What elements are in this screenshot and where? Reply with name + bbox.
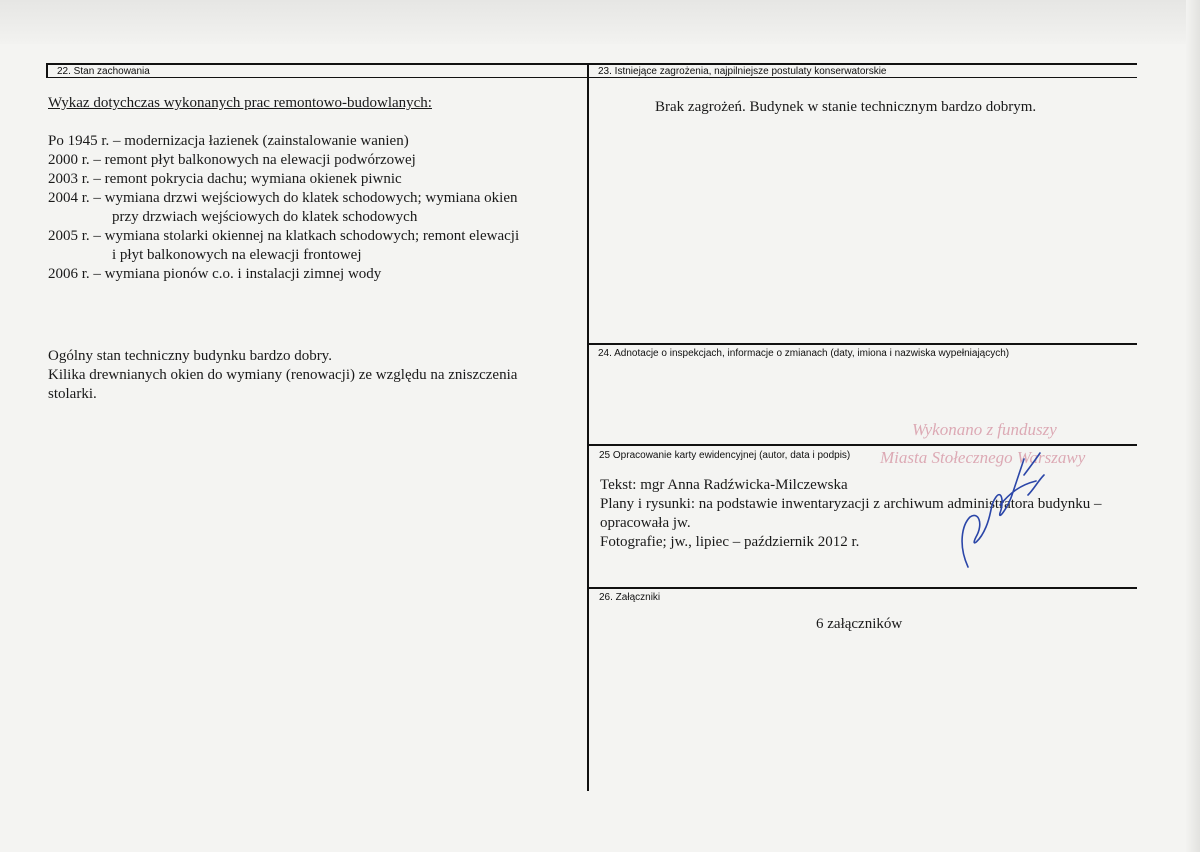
threats-text: Brak zagrożeń. Budynek w stanie technicznym bardzo dobrym.: [655, 99, 1037, 115]
divider-25-26: [588, 587, 1137, 589]
list-item-2000: 2000 r. – remont płyt balkonowych na elewacji podwórzowej: [48, 152, 416, 168]
stamp-line-2: Miasta Stołecznego Warszawy: [880, 448, 1086, 467]
stamp-line-1: Wykonano z funduszy: [912, 420, 1057, 439]
author-line: Tekst: mgr Anna Radźwicka-Milczewska: [600, 477, 848, 493]
divider-23-24: [588, 343, 1137, 345]
list-item-2004: 2004 r. – wymiana drzwi wejściowych do klatek schodowych; wymiana okien przy drzwiach wejściowych do klatek schodowych: [48, 190, 518, 225]
photos-line: Fotografie; jw., lipiec – październik 2012 r.: [600, 534, 860, 550]
plans-line-cont: opracowała jw.: [600, 515, 691, 531]
section-23-header: 23. Istniejące zagrożenia, najpilniejsze postulaty konserwatorskie: [598, 66, 887, 77]
works-heading: Wykaz dotychczas wykonanych prac remontowo-budowlanych:: [48, 95, 432, 111]
section-24-header: 24. Adnotacje o inspekcjach, informacje o zmianach (daty, imiona i nazwiska wypełniających): [598, 348, 1010, 359]
column-divider: [587, 63, 589, 791]
list-item-1945: Po 1945 r. – modernizacja łazienek (zainstalowanie wanien): [48, 133, 409, 149]
top-border: [46, 63, 1137, 65]
section-25-header: 25 Opracowanie karty ewidencyjnej (autor, data i podpis): [599, 450, 851, 461]
header-22-underline: [46, 77, 588, 78]
handwritten-signature: [940, 445, 1050, 575]
scan-top-shadow: [0, 0, 1200, 44]
section-22-header: 22. Stan zachowania: [57, 66, 150, 77]
condition-text: [48, 347, 517, 404]
condition-line: stolarki.: [48, 386, 97, 402]
condition-line: Kilika drewnianych okien do wymiany (renowacji) ze względu na zniszczenia: [48, 367, 518, 383]
list-item-2003: 2003 r. – remont pokrycia dachu; wymiana okienek piwnic: [48, 171, 402, 187]
left-border: [46, 63, 48, 78]
attachments-text: 6 załączników: [816, 616, 903, 632]
list-item-2005: 2005 r. – wymiana stolarki okiennej na klatkach schodowych; remont elewacji i płyt balkonowych na elewacji frontowej: [48, 228, 520, 263]
section-26-header: 26. Załączniki: [599, 592, 661, 603]
header-23-underline: [588, 77, 1137, 78]
plans-line: Plany i rysunki: na podstawie inwentaryzacji z archiwum administratora budynku –: [600, 496, 1102, 512]
works-list: [48, 132, 519, 284]
list-item-2006: 2006 r. – wymiana pionów c.o. i instalacji zimnej wody: [48, 266, 382, 282]
condition-line: Ogólny stan techniczny budynku bardzo dobry.: [48, 348, 332, 364]
scan-right-edge: [1186, 0, 1200, 852]
